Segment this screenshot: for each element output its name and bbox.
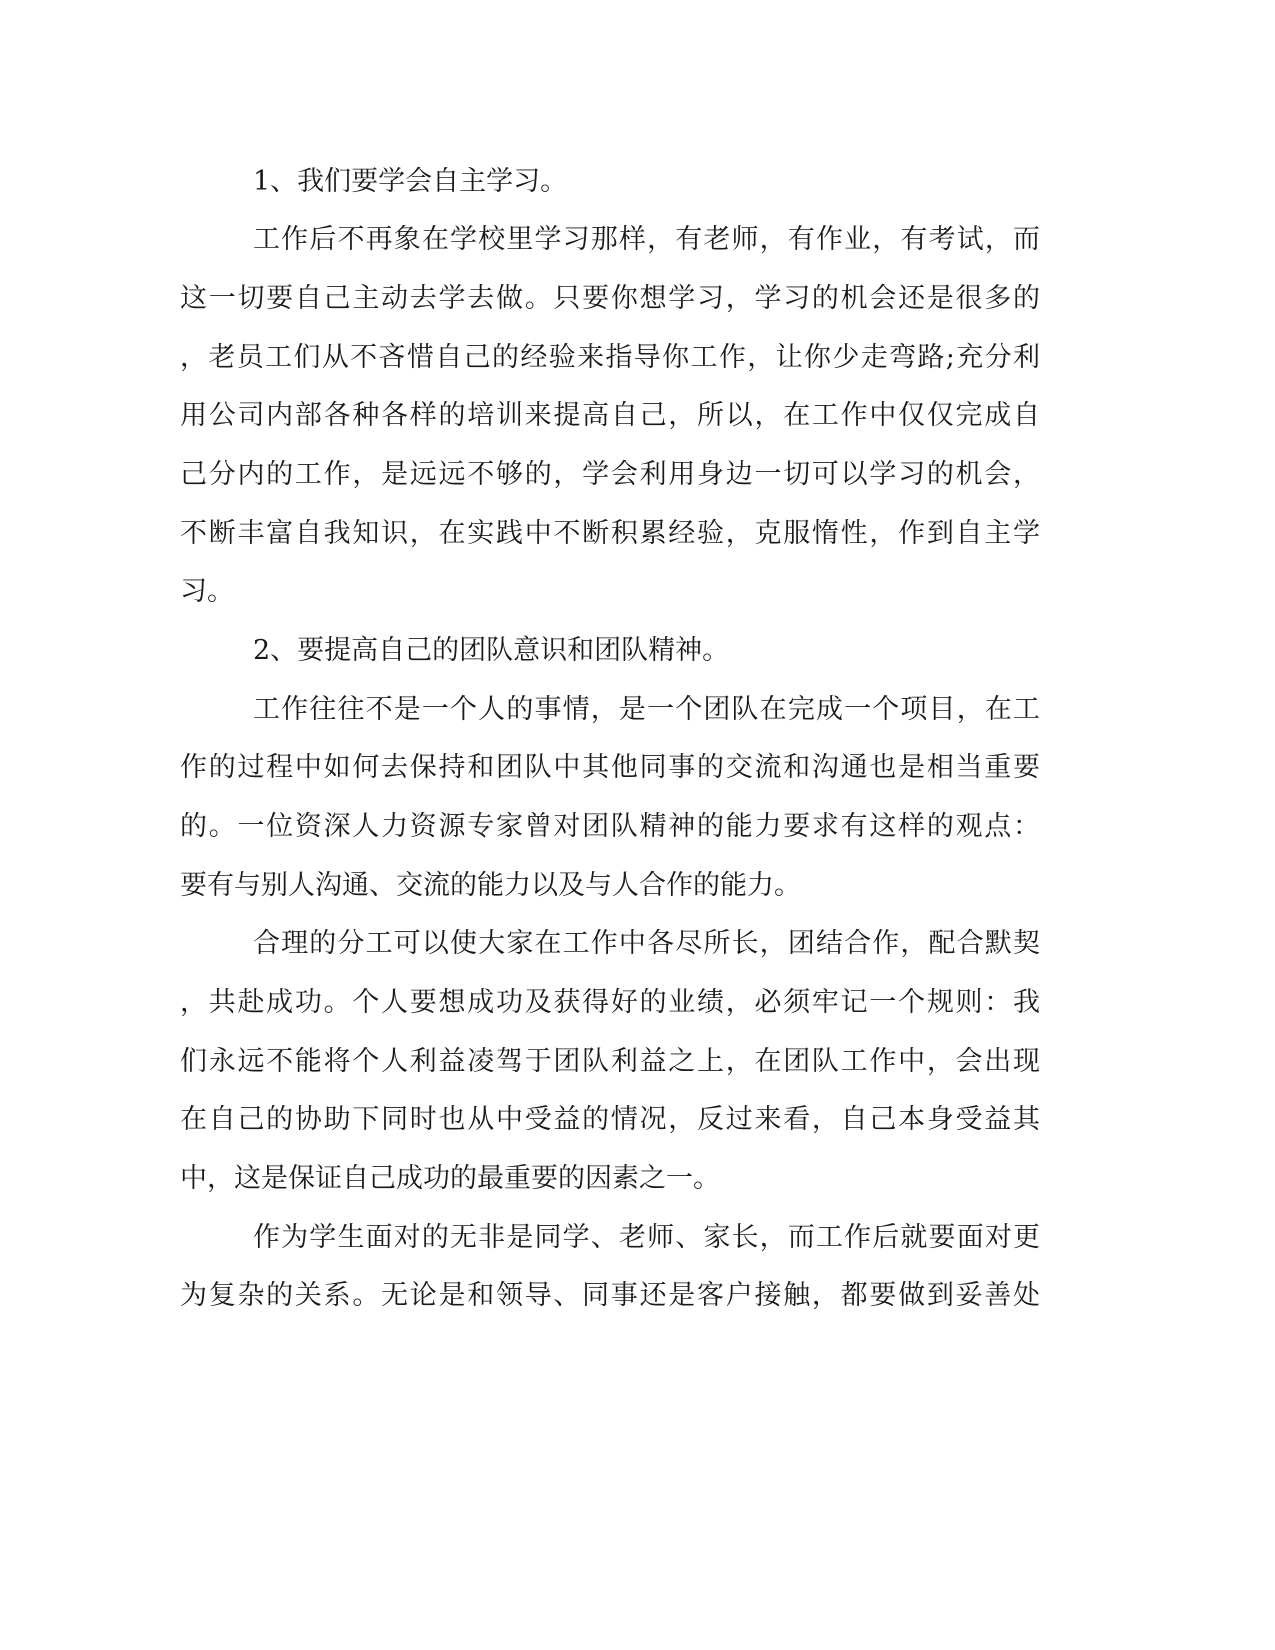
text-line: 用公司内部各种各样的培训来提高自己，所以，在工作中仅仅完成自 bbox=[180, 400, 1040, 431]
text-line: 合理的分工可以使大家在工作中各尽所长，团结合作，配合默契 bbox=[253, 928, 1040, 959]
text-line: 为复杂的关系。无论是和领导、同事还是客户接触，都要做到妥善处 bbox=[180, 1280, 1040, 1311]
text-line: 习。 bbox=[180, 576, 234, 607]
text-line: 中，这是保证自己成功的最重要的因素之一。 bbox=[180, 1163, 720, 1194]
text-line: ，共赴成功。个人要想成功及获得好的业绩，必须牢记一个规则：我 bbox=[180, 987, 1040, 1018]
text-line: 己分内的工作，是远远不够的，学会利用身边一切可以学习的机会， bbox=[180, 459, 1040, 490]
heading-1: 1、我们要学会自主学习。 bbox=[253, 166, 568, 197]
text-line: 不断丰富自我知识，在实践中不断积累经验，克服惰性，作到自主学 bbox=[180, 518, 1040, 549]
heading-2: 2、要提高自己的团队意识和团队精神。 bbox=[253, 635, 730, 666]
text-line: 们永远不能将个人利益凌驾于团队利益之上，在团队工作中，会出现 bbox=[180, 1046, 1040, 1077]
text-line: ，老员工们从不吝惜自己的经验来指导你工作，让你少走弯路;充分利 bbox=[180, 342, 1040, 373]
text-line: 作为学生面对的无非是同学、老师、家长，而工作后就要面对更 bbox=[253, 1222, 1040, 1253]
text-line: 工作后不再象在学校里学习那样，有老师，有作业，有考试，而 bbox=[253, 224, 1040, 255]
text-line: 这一切要自己主动去学去做。只要你想学习，学习的机会还是很多的 bbox=[180, 283, 1040, 314]
text-line: 在自己的协助下同时也从中受益的情况，反过来看，自己本身受益其 bbox=[180, 1104, 1040, 1135]
text-line: 工作往往不是一个人的事情，是一个团队在完成一个项目，在工 bbox=[253, 694, 1040, 725]
text-line: 的。一位资深人力资源专家曾对团队精神的能力要求有这样的观点： bbox=[180, 811, 1040, 842]
text-line: 作的过程中如何去保持和团队中其他同事的交流和沟通也是相当重要 bbox=[180, 752, 1040, 783]
text-line: 要有与别人沟通、交流的能力以及与人合作的能力。 bbox=[180, 870, 801, 901]
